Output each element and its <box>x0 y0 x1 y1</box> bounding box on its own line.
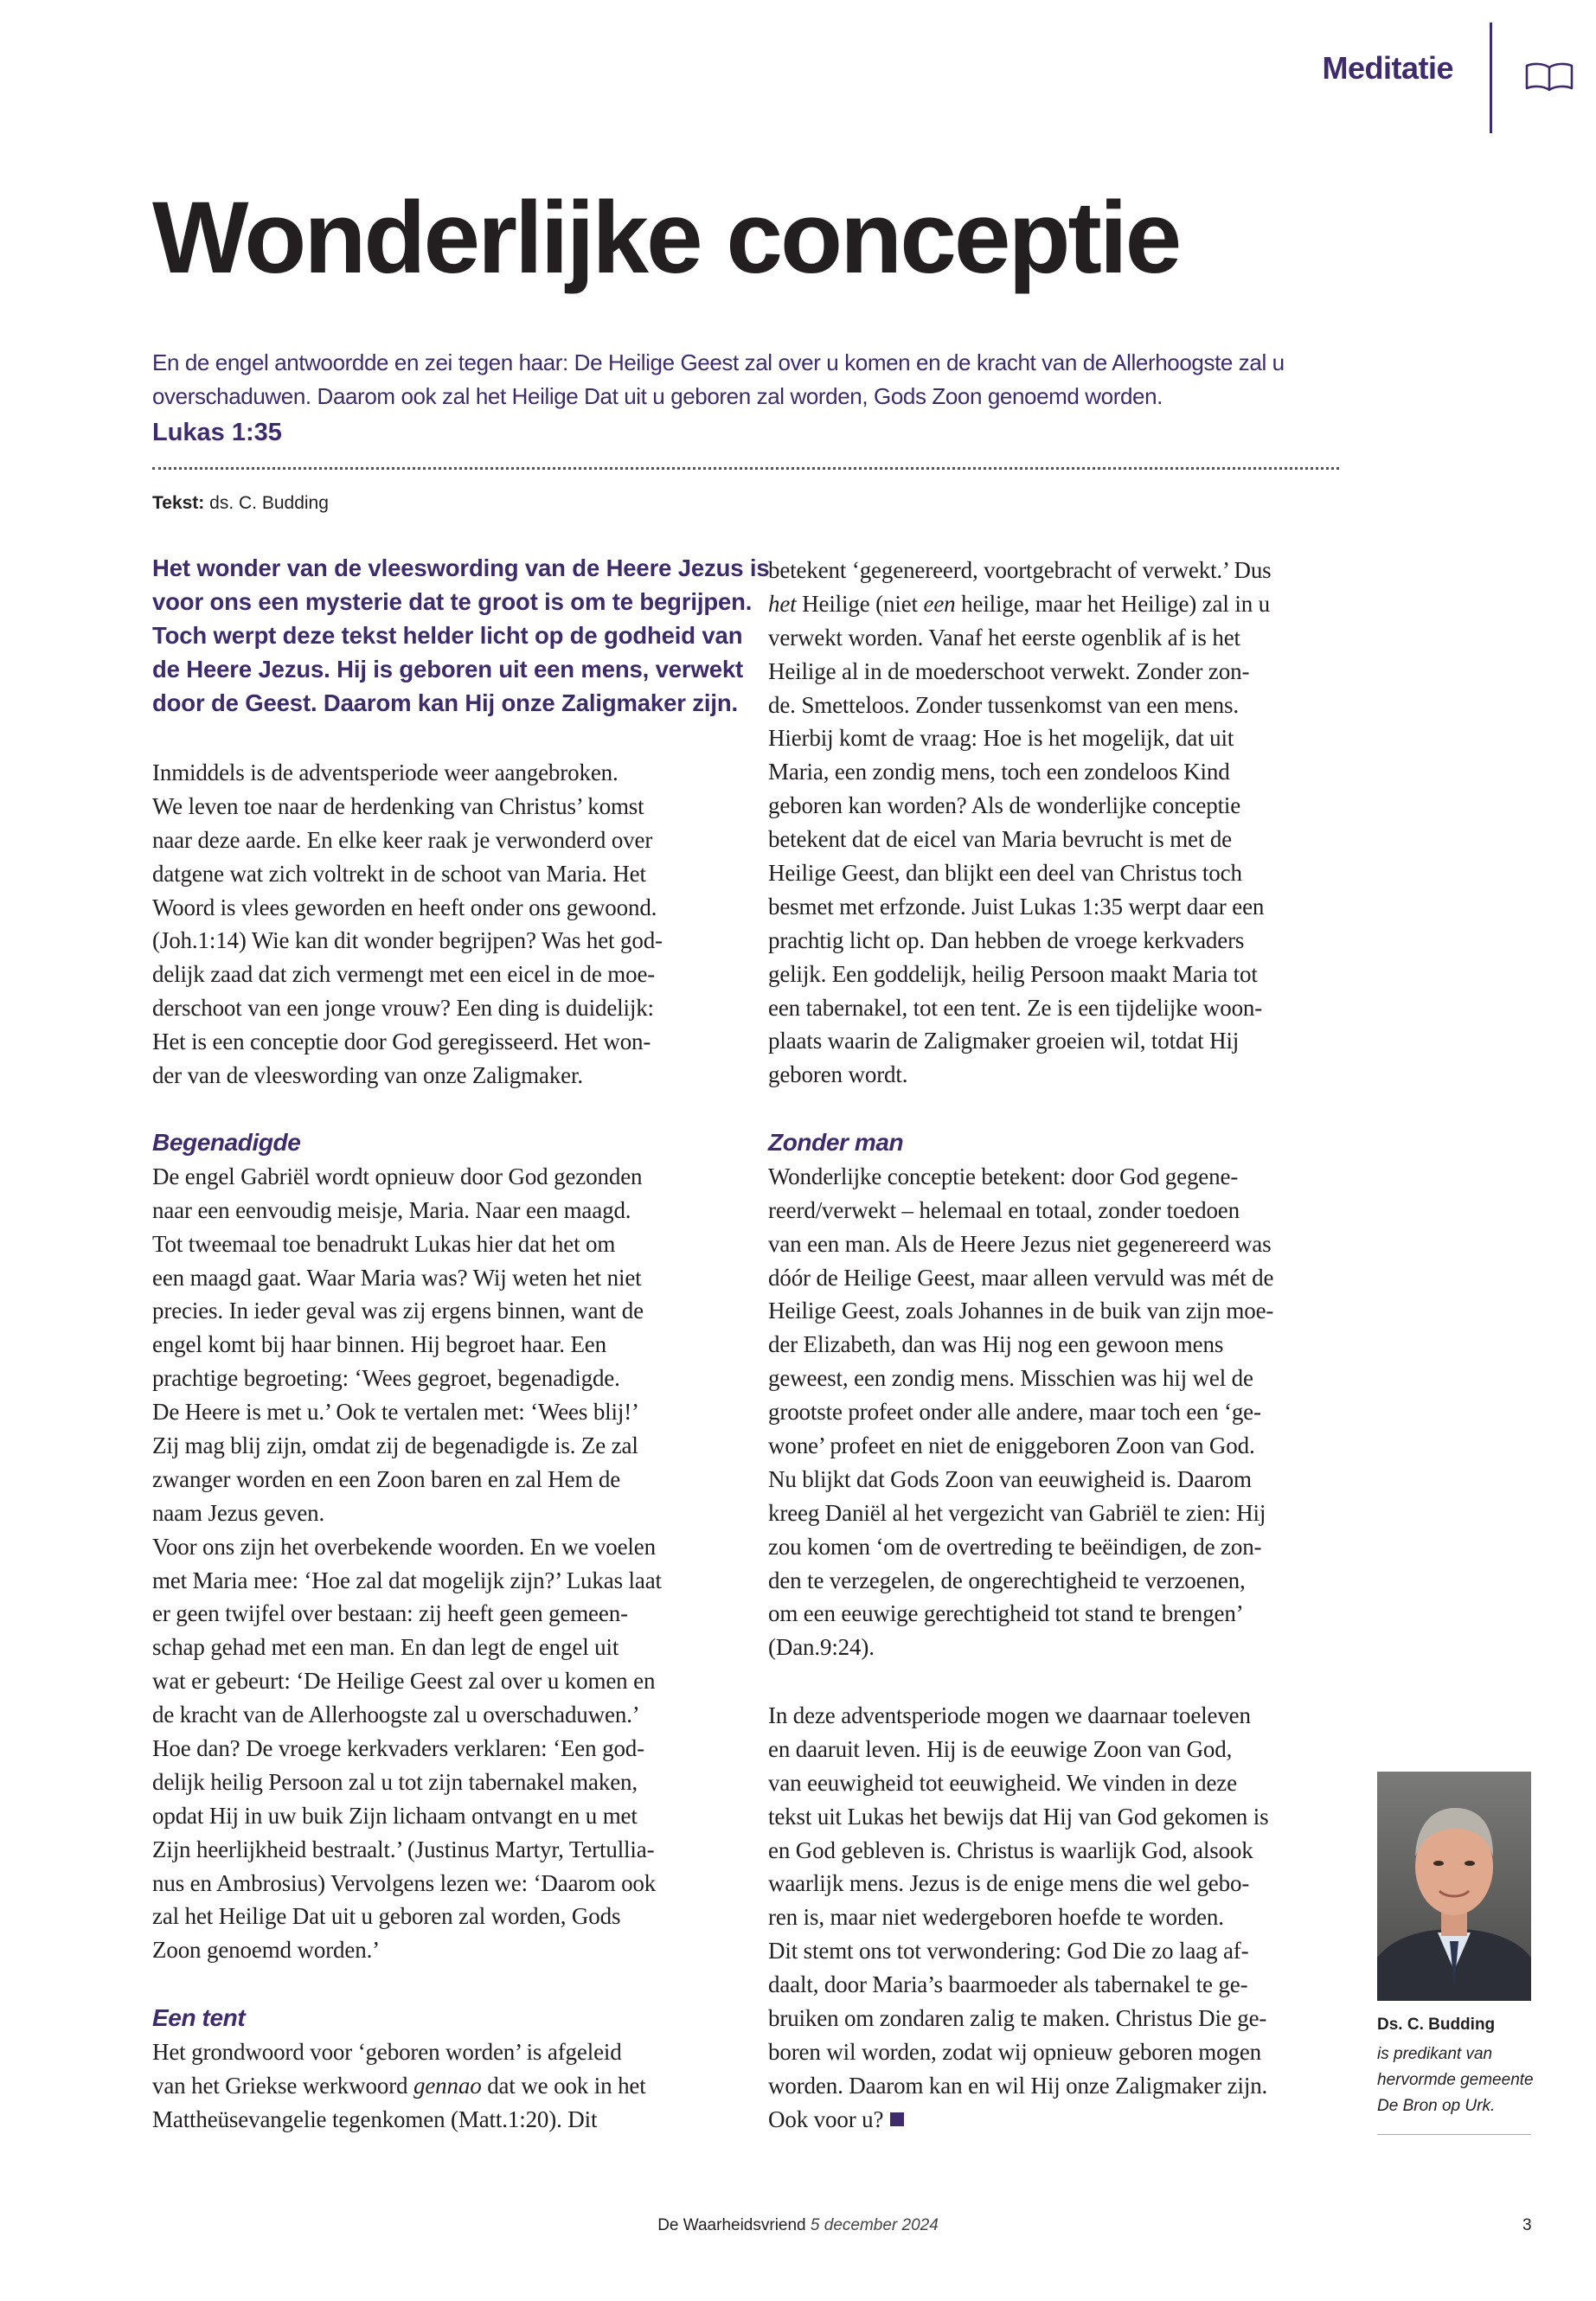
text-line: Nu blijkt dat Gods Zoon van eeuwigheid is. Daarom <box>768 1465 1252 1492</box>
text-line: om een eeuwige gerechtigheid tot stand te brengen’ <box>768 1600 1244 1627</box>
lead-line: door de Geest. Daarom kan Hij onze Zaligmaker zijn. <box>152 689 738 716</box>
text-line: van een man. Als de Heere Jezus niet gegenereerd was <box>768 1230 1272 1257</box>
end-of-article-mark <box>890 2112 904 2126</box>
page-number: 3 <box>1522 2216 1532 2234</box>
text-line: tekst uit Lukas het bewijs dat Hij van God gekomen is <box>768 1803 1269 1830</box>
text-line: worden. Daarom kan en wil Hij onze Zaligmaker zijn. <box>768 2072 1268 2099</box>
text-line: Dit stemt ons tot verwondering: God Die zo laag af- <box>768 1938 1249 1965</box>
text-line: Tot tweemaal toe benadrukt Lukas hier dat het om <box>152 1230 616 1257</box>
text-line: zal het Heilige Dat uit u geboren zal worden, Gods <box>152 1903 621 1930</box>
text-line: geboren wordt. <box>768 1061 908 1088</box>
section-een-tent <box>152 2002 758 2137</box>
text-line: delijk heilig Persoon zal u tot zijn tabernakel maken, <box>152 1768 638 1795</box>
section-heading: Een tent <box>152 2004 246 2031</box>
text-line: kreeg Daniël al het vergezicht van Gabriël te zien: Hij <box>768 1499 1266 1526</box>
byline-author: ds. C. Budding <box>209 493 329 513</box>
author-description: is predikant van hervormde gemeente De Bron op Urk. <box>1377 2045 1534 2115</box>
text-line: van eeuwigheid tot eeuwigheid. We vinden in deze <box>768 1769 1237 1796</box>
bible-reference: Lukas 1:35 <box>152 419 282 446</box>
text-line: prachtig licht op. Dan hebben de vroege kerkvaders <box>768 926 1245 953</box>
text-line: en daaruit leven. Hij is de eeuwige Zoon van God, <box>768 1735 1233 1762</box>
text-line: dóór de Heilige Geest, maar alleen vervuld was mét de <box>768 1264 1274 1291</box>
text-line: Wonderlijke conceptie betekent: door God gegene- <box>768 1163 1239 1189</box>
lead-line: voor ons een mysterie dat te groot is om te begrijpen. <box>152 587 753 615</box>
byline-label: Tekst: <box>152 493 205 513</box>
text-line: Zijn heerlijkheid bestraalt.’ (Justinus Martyr, Tertullia- <box>152 1836 655 1862</box>
text-line: nus en Ambrosius) Vervolgens lezen we: ‘Daarom ook <box>152 1869 657 1896</box>
text-line: De Heere is met u.’ Ook te vertalen met: ‘Wees blij!’ <box>152 1399 639 1426</box>
lead-line: Toch werpt deze tekst helder licht op de godheid van <box>152 621 743 649</box>
text-line: de. Smetteloos. Zonder tussenkomst van een mens. <box>768 691 1239 718</box>
text-line: zou komen ‘om de overtreding te beëindigen, de zon- <box>768 1533 1262 1560</box>
section-label: Meditatie <box>1322 50 1453 86</box>
text-line: den te verzegelen, de ongerechtigheid te verzoenen, <box>768 1567 1246 1593</box>
text-line: betekent dat de eicel van Maria bevrucht is met de <box>768 826 1233 853</box>
author-photo <box>1377 1772 1531 2001</box>
byline <box>152 493 329 514</box>
text-line: zwanger worden en een Zoon baren en zal Hem de <box>152 1465 621 1492</box>
text-line: naam Jezus geven. <box>152 1499 325 1526</box>
section-zonder-man <box>768 1126 1374 1664</box>
text-line: geboren kan worden? Als de wonderlijke conceptie <box>768 792 1241 819</box>
text-line: delijk zaad dat zich vermengt met een eicel in de moe- <box>152 961 656 988</box>
lead-line: de Heere Jezus. Hij is geboren uit een mens, verwekt <box>152 655 744 683</box>
text-line: wat er gebeurt: ‘De Heilige Geest zal over u komen en <box>152 1668 656 1695</box>
text-line: boren wil worden, zodat wij opnieuw geboren mogen <box>768 2038 1261 2065</box>
article-title: Wonderlijke conceptie <box>152 181 1180 295</box>
text-line: der van de vleeswording van onze Zaligmaker. <box>152 1062 583 1089</box>
text-line: Heilige al in de moederschoot verwekt. Zonder zon- <box>768 657 1250 684</box>
text-line: Maria, een zondig mens, toch een zondeloos Kind <box>768 759 1230 785</box>
text-line: er geen twijfel over bestaan: zij heeft geen gemeen- <box>152 1600 628 1627</box>
text-line: Voor ons zijn het overbekende woorden. En we voelen <box>152 1533 656 1560</box>
section-begenadigde <box>152 1126 758 1967</box>
section-heading: Begenadigde <box>152 1129 301 1156</box>
text-line: Hierbij komt de vraag: Hoe is het mogelijk, dat uit <box>768 725 1234 752</box>
text-line: Zij mag blij zijn, omdat zij de begenadigde is. Ze zal <box>152 1433 638 1459</box>
publication-name: De Waarheidsvriend <box>657 2216 806 2234</box>
text-line: met Maria mee: ‘Hoe zal dat mogelijk zijn?’ Lukas laat <box>152 1567 662 1593</box>
lead-line: Het wonder van de vleeswording van de Heere Jezus is <box>152 554 770 581</box>
text-line: daalt, door Maria’s baarmoeder als tabernakel te ge- <box>768 1971 1248 1998</box>
section-heading: Zonder man <box>768 1129 904 1156</box>
text-line: de kracht van de Allerhoogste zal u overschaduwen.’ <box>152 1702 640 1728</box>
text-line: plaats waarin de Zaligmaker groeien wil, totdat Hij <box>768 1028 1240 1054</box>
bible-quote: En de engel antwoordde en zei tegen haar: De Heilige Geest zal over u komen en de kracht van de Allerhoogste zal u overschaduwen. Daarom ook zal het Heilige Dat uit u geboren zal worden, Gods Zoon genoemd worden. <box>152 349 1285 409</box>
text-line: en God gebleven is. Christus is waarlijk God, alsook <box>768 1836 1253 1863</box>
author-name: Ds. C. Budding <box>1377 2016 1496 2034</box>
text-line: derschoot van een jonge vrouw? Een ding is duidelijk: <box>152 995 654 1022</box>
text-line: van het Griekse werkwoord gennao dat we ook in het <box>152 2072 646 2099</box>
text-line: Het grondwoord voor ‘geboren worden’ is afgeleid <box>152 2038 622 2065</box>
text-line: engel komt bij haar binnen. Hij begroet haar. Een <box>152 1331 606 1358</box>
text-line: Ook voor u? <box>768 2103 1374 2137</box>
text-line: het Heilige (niet een heilige, maar het Heilige) zal in u <box>768 590 1270 617</box>
text-line: verwekt worden. Vanaf het eerste ogenblik af is het <box>768 624 1240 651</box>
footer <box>0 2216 1596 2235</box>
text-line: We leven toe naar de herdenking van Christus’ komst <box>152 792 644 819</box>
text-line: waarlijk mens. Jezus is de enige mens die wel gebo- <box>768 1870 1250 1897</box>
text-line: bruiken om zondaren zalig te maken. Christus Die ge- <box>768 2005 1267 2032</box>
text-line: betekent ‘gegenereerd, voortgebracht of verwekt.’ Dus <box>768 557 1272 583</box>
text-line: precies. In ieder geval was zij ergens binnen, want de <box>152 1298 644 1324</box>
text-line: (Joh.1:14) Wie kan dit wonder begrijpen? Was het god- <box>152 927 663 954</box>
dotted-divider <box>152 467 1339 470</box>
text-line: (Dan.9:24). <box>768 1634 875 1661</box>
text-line: Woord is vlees geworden en heeft onder ons gewoond. <box>152 894 657 920</box>
text-line: schap gehad met een man. En dan legt de engel uit <box>152 1634 619 1661</box>
text-line: besmet met erfzonde. Juist Lukas 1:35 werpt daar een <box>768 893 1265 920</box>
intro-paragraph <box>152 756 758 1093</box>
text-line: een maagd gaat. Waar Maria was? Wij weten het niet <box>152 1264 642 1291</box>
text-line: ren is, maar niet wedergeboren hoefde te worden. <box>768 1904 1224 1931</box>
text-line: prachtige begroeting: ‘Wees gegroet, begenadigde. <box>152 1365 620 1392</box>
author-divider <box>1377 2134 1531 2135</box>
text-line: naar een eenvoudig meisje, Maria. Naar een maagd. <box>152 1196 631 1223</box>
text-line: gelijk. Een goddelijk, heilig Persoon maakt Maria tot <box>768 960 1258 987</box>
lead-paragraph <box>152 552 770 720</box>
text-line: Zoon genoemd worden.’ <box>152 1937 381 1964</box>
text-line: geweest, een zondig mens. Misschien was hij wel de <box>768 1365 1253 1392</box>
text-line: grootste profeet onder alle andere, maar toch een ‘ge- <box>768 1399 1261 1426</box>
continued-paragraph <box>768 554 1374 1092</box>
text-line: een tabernakel, tot een tent. Ze is een tijdelijke woon- <box>768 994 1263 1021</box>
text-line: Het is een conceptie door God geregisseerd. Het won- <box>152 1029 651 1055</box>
issue-date: 5 december 2024 <box>810 2216 939 2234</box>
text-line: datgene wat zich voltrekt in de schoot van Maria. Het <box>152 860 646 887</box>
text-line: der Elizabeth, dan was Hij nog een gewoon mens <box>768 1331 1224 1358</box>
text-line: reerd/verwekt – helemaal en totaal, zonder toedoen <box>768 1196 1240 1223</box>
text-line: In deze adventsperiode mogen we daarnaar toeleven <box>768 1702 1251 1728</box>
text-line: Hoe dan? De vroege kerkvaders verklaren: ‘Een god- <box>152 1735 644 1762</box>
text-line: wone’ profeet en niet de eniggeboren Zoon van God. <box>768 1433 1255 1459</box>
open-book-icon <box>1524 61 1574 95</box>
text-line: De engel Gabriël wordt opnieuw door God gezonden <box>152 1163 643 1189</box>
text-line: Mattheüsevangelie tegenkomen (Matt.1:20). Dit <box>152 2106 598 2132</box>
header-divider <box>1490 22 1492 133</box>
text-line: opdat Hij in uw buik Zijn lichaam ontvangt en u met <box>152 1802 638 1829</box>
closing-paragraph <box>768 1699 1374 2137</box>
text-line: Heilige Geest, zoals Johannes in de buik van zijn moe- <box>768 1298 1274 1324</box>
text-line: Heilige Geest, dan blijkt een deel van Christus toch <box>768 860 1242 887</box>
text-line: Inmiddels is de adventsperiode weer aangebroken. <box>152 760 619 785</box>
text-line: naar deze aarde. En elke keer raak je verwonderd over <box>152 826 653 853</box>
